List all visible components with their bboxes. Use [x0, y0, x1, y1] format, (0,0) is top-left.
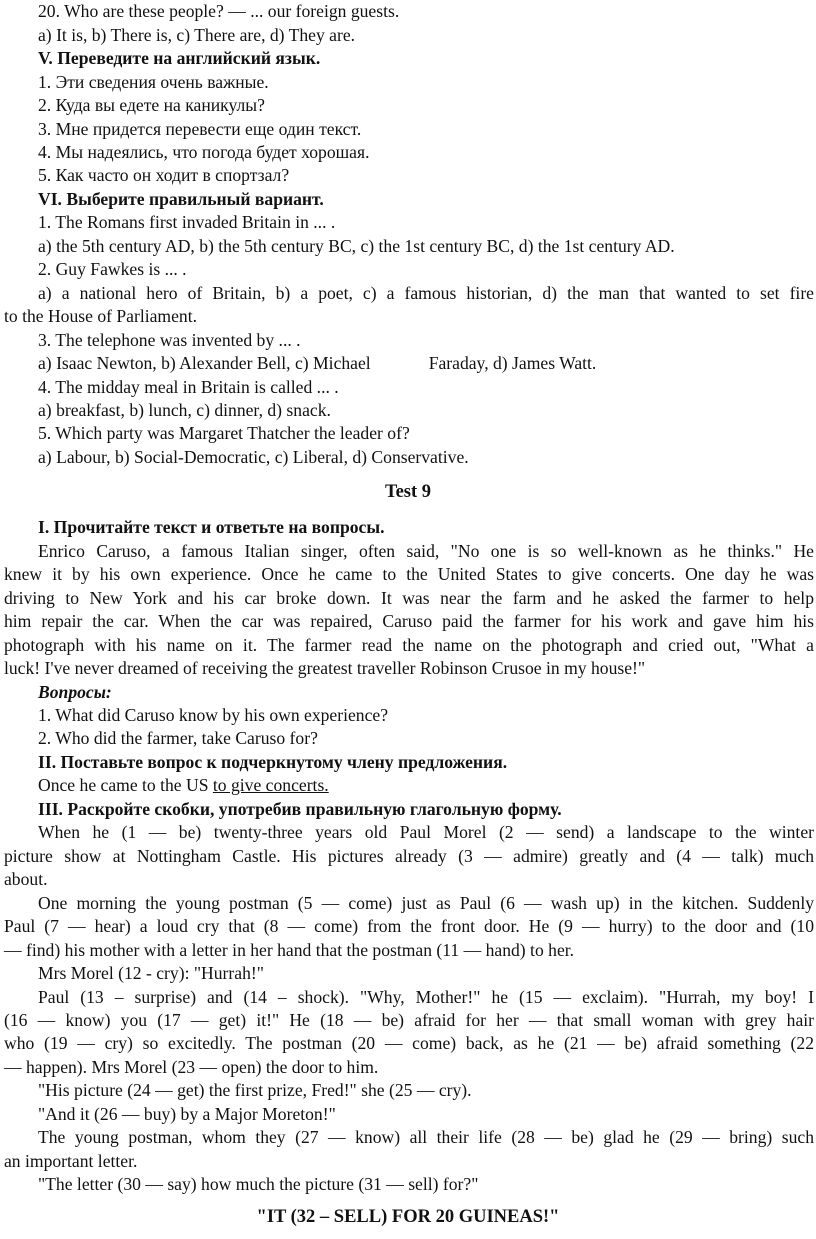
exercise-line: 20. Who are these people? — ... our foreign guests. [38, 1, 400, 21]
exercise-line: 5. Как часто он ходит в спортзал? [38, 165, 290, 185]
exercise-options: a) a national hero of Britain, b) a poet, c) a famous historian, d) the man that wanted to set fire [38, 283, 814, 303]
questions-label: Вопросы: [38, 682, 112, 702]
exercise-line: 1. Эти сведения очень важные. [38, 72, 269, 92]
text-line: The young postman, whom they (27 — know) all their life (28 — be) glad he (29 — bring) such [38, 1127, 814, 1147]
text-line: him repair the car. When the car was repaired, Caruso paid the farmer for his work and gave him his [4, 611, 814, 631]
section-heading: V. Переведите на английский язык. [38, 48, 321, 68]
text-line: "The letter (30 — say) how much the picture (31 — sell) for?" [38, 1174, 479, 1194]
exercise-line: 2. Guy Fawkes is ... . [38, 259, 187, 279]
text-line: Paul (13 – surprise) and (14 – shock). "Why, Mother!" he (15 — exclaim). "Hurrah, my boy! I [38, 987, 814, 1007]
text-line: One morning the young postman (5 — come) just as Paul (6 — wash up) in the kitchen. Suddenly [38, 893, 814, 913]
exercise-line: 3. The telephone was invented by ... . [38, 330, 301, 350]
text-line: driving to New York and his car broke down. It was near the farm and he asked the farmer to help [4, 588, 814, 608]
exercise-options: a) It is, b) There is, c) There are, d) They are. [38, 25, 356, 45]
exercise-line: 2. Куда вы едете на каникулы? [38, 95, 265, 115]
options-part: a) Isaac Newton, b) Alexander Bell, c) Michael [38, 353, 371, 373]
text-line: When he (1 — be) twenty-three years old Paul Morel (2 — send) a landscape to the winter [38, 822, 814, 842]
text-line: "And it (26 — buy) by a Major Moreton!" [38, 1104, 336, 1124]
text-line: Paul (7 — hear) a loud cry that (8 — come) from the front door. He (9 — hurry) to the door and (10 [4, 916, 814, 936]
exercise-options [38, 352, 814, 375]
options-part: Faraday, d) James Watt. [428, 353, 597, 373]
text-line: picture show at Nottingham Castle. His pictures already (3 — admire) greatly and (4 — talk) much [4, 846, 814, 866]
text-line: "His picture (24 — get) the first prize, Fred!" she (25 — cry). [38, 1080, 472, 1100]
text-line: Enrico Caruso, a famous Italian singer, often said, "No one is so well-known as he thinks." He [38, 541, 814, 561]
exercise-options: a) the 5th century AD, b) the 5th century BC, c) the 1st century BC, d) the 1st century AD. [38, 236, 675, 256]
text-line: an important letter. [4, 1151, 138, 1171]
text-line: — happen). Mrs Morel (23 — open) the door to him. [4, 1057, 379, 1077]
text-line: (16 — know) you (17 — get) it!" He (18 — be) afraid for her — that small woman with grey hair [4, 1010, 814, 1030]
text-line: luck! I've never dreamed of receiving the greatest traveller Robinson Crusoe in my house!" [4, 658, 646, 678]
exercise-options: a) Labour, b) Social-Democratic, c) Liberal, d) Conservative. [38, 447, 469, 467]
question-line: 2. Who did the farmer, take Caruso for? [38, 728, 318, 748]
exercise-line: 1. The Romans first invaded Britain in ... . [38, 212, 336, 232]
sentence-plain: Once he came to the US [38, 775, 213, 795]
text-line: — find) his mother with a letter in her hand that the postman (11 — hand) to her. [4, 940, 575, 960]
exercise-line: 4. Мы надеялись, что погода будет хорошая. [38, 142, 370, 162]
test-title: Test 9 [384, 482, 432, 502]
text-line: knew it by his own experience. Once he came to the United States to give concerts. One day he was [4, 564, 814, 584]
section-heading: I. Прочитайте текст и ответьте на вопросы. [38, 517, 385, 537]
exercise-line: 4. The midday meal in Britain is called ... . [38, 377, 339, 397]
exercise-options: a) breakfast, b) lunch, c) dinner, d) snack. [38, 400, 331, 420]
underlined-phrase: to give concerts. [212, 775, 329, 795]
text-line: about. [4, 869, 48, 889]
question-line: 1. What did Caruso know by his own experience? [38, 705, 389, 725]
exercise-line: 5. Which party was Margaret Thatcher the leader of? [38, 423, 410, 443]
closing-heading: "IT (32 – SELL) FOR 20 GUINEAS!" [256, 1207, 560, 1227]
exercise-options: to the House of Parliament. [4, 306, 197, 326]
section-heading: VI. Выберите правильный вариант. [38, 189, 324, 209]
text-line: photograph with his name on it. The farmer read the name on the photograph and cried out, "What a [4, 635, 814, 655]
exercise-line: 3. Мне придется перевести еще один текст. [38, 119, 362, 139]
text-line: who (19 — cry) so excitedly. The postman (20 — come) back, as he (21 — be) afraid something (22 [4, 1033, 814, 1053]
section-heading: II. Поставьте вопрос к подчеркнутому члену предложения. [38, 752, 508, 772]
exercise-line [38, 774, 814, 797]
text-line: Mrs Morel (12 - cry): "Hurrah!" [38, 963, 264, 983]
section-heading: III. Раскройте скобки, употребив правильную глагольную форму. [38, 799, 562, 819]
